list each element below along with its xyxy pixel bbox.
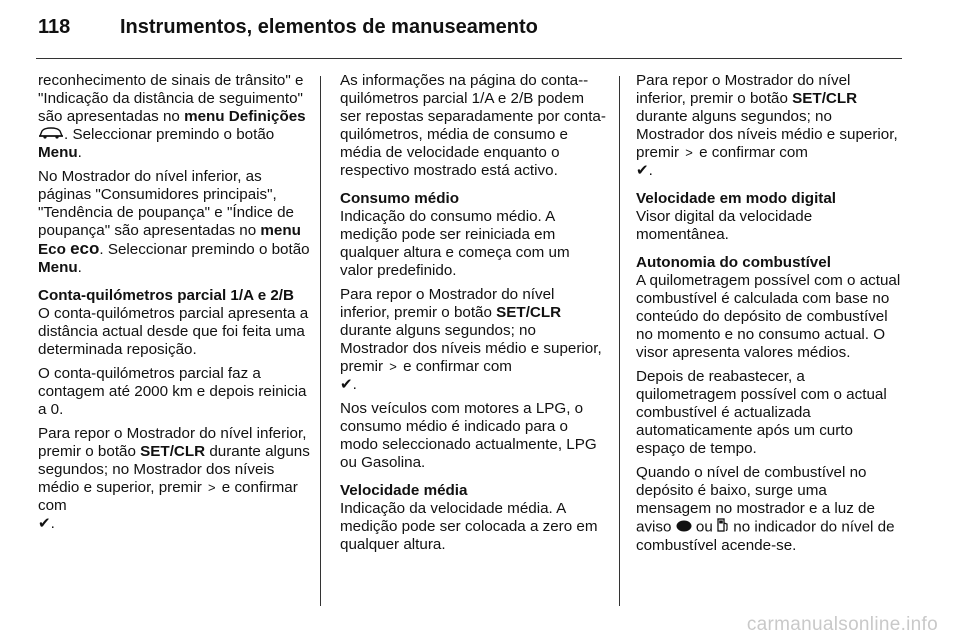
checkmark-icon: ✔ [636, 162, 649, 179]
paragraph: Indicação da velocidade média. A medição pode ser colocada a zero em qualquer altura. [340, 500, 598, 553]
paragraph: Indicação do consumo médio. A medição pode ser reiniciada em qualquer altura e começa com um valor predefinido. [340, 208, 570, 279]
section-heading: Conta-quilómetros parcial 1/A e 2/B [38, 287, 294, 305]
paragraph: Visor digital da velocidade momentânea. [636, 208, 813, 243]
eco-icon: eco [70, 239, 100, 259]
paragraph: O conta-quilómetros parcial apresenta a distância actual desde que foi feita uma determinada reposição. [38, 305, 309, 359]
header-divider [36, 58, 902, 59]
menu-label: menu Eco [38, 222, 301, 259]
chevron-right-icon: > [389, 359, 397, 374]
page-title: Instrumentos, elementos de manuseamento [120, 16, 538, 38]
watermark: carmanualsonline.info [746, 614, 938, 635]
paragraph: reconhecimento de sinais de trânsito" e "Indicação da distância de seguimento" são apresentadas no menu Definições . Seleccionar premindo o botão Menu. [38, 72, 306, 162]
car-settings-icon [38, 126, 64, 144]
column-divider-1 [320, 76, 321, 606]
column-3 [636, 72, 904, 561]
paragraph: Depois de reabastecer, a quilometragem possível com o actual combustível é actualizada automaticamente após um curto espaço de tempo. [636, 368, 887, 457]
chevron-right-icon: > [207, 480, 216, 496]
button-label: Menu [38, 144, 78, 162]
paragraph: A quilometragem possível com o actual combustível é calculada com base no conteúdo do depósito de combustível no momento e no consumo actual. O visor apresenta valores médios. [636, 272, 901, 361]
column-divider-2 [619, 76, 620, 606]
paragraph: Nos veículos com motores a LPG, o consumo médio é indicado para o modo seleccionado actualmente, LPG ou Gasolina. [340, 400, 597, 471]
checkmark-icon: ✔ [340, 376, 353, 393]
button-label: SET/CLR [140, 443, 206, 461]
page-header [38, 16, 538, 48]
paragraph: As informações na página do conta--quilómetros parcial 1/A e 2/B podem ser repostas separadamente por conta-quilómetros, média de consumo e média de velocidade enquanto o respectivo mostrado está activo. [340, 72, 606, 179]
button-label: SET/CLR [792, 90, 858, 107]
button-label: Menu [38, 259, 78, 277]
paragraph: Para repor o Mostrador do nível inferior, premir o botão SET/CLR durante alguns segundos; no Mostrador dos níveis médio e superior, premir > e confirmar com ✔. [636, 72, 898, 179]
fuel-warning-icon [676, 519, 692, 537]
paragraph: O conta-quilómetros parcial faz a contagem até 2000 km e depois reinicia a 0. [38, 365, 307, 419]
page-number: 118 [38, 16, 71, 38]
paragraph: Para repor o Mostrador do nível inferior, premir o botão SET/CLR durante alguns segundos; no Mostrador dos níveis médio e superior, premir > e confirmar com ✔. [38, 425, 310, 533]
section-heading: Autonomia do combustível [636, 254, 831, 271]
paragraph: Quando o nível de combustível no depósito é baixo, surge uma mensagem no mostrador e a luz de aviso ou no indicador do nível de combustível acende-se. [636, 464, 895, 554]
chevron-right-icon: > [685, 145, 693, 160]
button-label: SET/CLR [496, 304, 562, 321]
section-heading: Velocidade em modo digital [636, 190, 837, 207]
column-1 [38, 72, 310, 539]
fuel-pump-icon [717, 518, 729, 537]
section-heading: Velocidade média [340, 482, 468, 499]
paragraph: No Mostrador do nível inferior, as páginas "Consumidores principais", "Tendência de poupança" e "Índice de poupança" são apresentadas no menu Eco eco. Seleccionar premindo o botão Menu. [38, 168, 310, 277]
checkmark-icon: ✔ [38, 515, 51, 533]
paragraph: Para repor o Mostrador do nível inferior, premir o botão SET/CLR durante alguns segundos; no Mostrador dos níveis médio e superior, premir > e confirmar com ✔. [340, 286, 602, 393]
section-heading: Consumo médio [340, 190, 459, 207]
menu-label: menu Definições [184, 108, 306, 125]
column-2 [340, 72, 606, 560]
